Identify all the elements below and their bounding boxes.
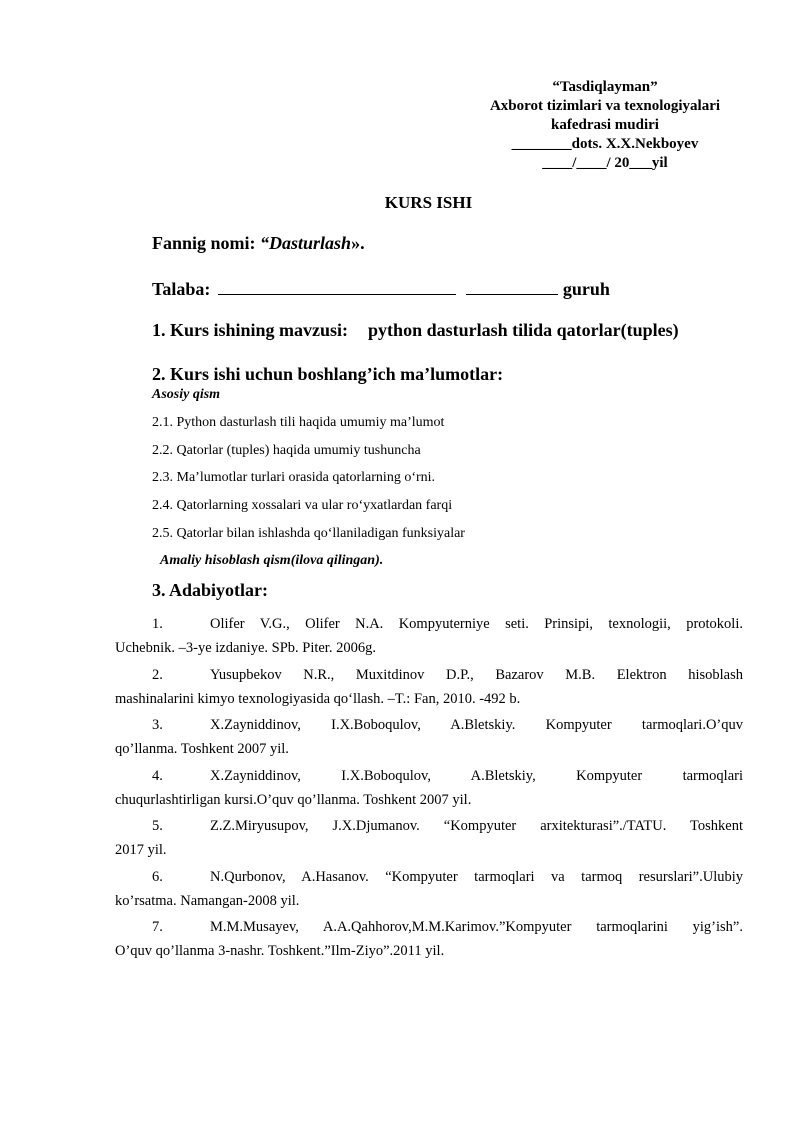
approval-date: ____/____/ 20___yil [542, 155, 668, 171]
approval-position: kafedrasi mudiri [551, 117, 659, 133]
reference-text-cont: O’quv qo’llanma 3-nashr. Toshkent.”Ilm-Ziyo”.2011 yil. [115, 943, 445, 959]
document-title: KURS ISHI [384, 193, 473, 212]
reference-number: 7. [152, 919, 163, 935]
subject-line [152, 233, 365, 254]
reference-item [115, 663, 743, 711]
subject-suffix: ». [351, 233, 365, 253]
reference-number: 4. [152, 767, 163, 784]
topic-line [152, 320, 679, 341]
reference-number: 5. [152, 818, 163, 834]
outline-item: 2.2. Qatorlar (tuples) haqida umumiy tushuncha [152, 442, 421, 458]
approval-signature: ________dots. X.X.Nekboyev [511, 136, 699, 152]
reference-text: Olifer V.G., Olifer N.A. Kompyuterniye seti. Prinsipi, texnologii, protokoli. [210, 616, 743, 632]
student-line [152, 278, 610, 300]
topic-label: 1. Kurs ishining mavzusi: [152, 320, 349, 340]
main-part-subheading: Asosiy qism [152, 387, 221, 402]
approval-block [440, 78, 770, 173]
reference-text-cont: qo’llanma. Toshkent 2007 yil. [115, 741, 289, 757]
reference-text: N.Qurbonov, A.Hasanov. “Kompyuter tarmoqlari va tarmoq resurslari”.Ulubiy [210, 868, 743, 885]
initial-data-heading: 2. Kurs ishi uchun boshlang’ich ma’lumotlar: [152, 364, 504, 384]
reference-text-cont: chuqurlashtirligan kursi.O’quv qo’llanma. Toshkent 2007 yil. [115, 791, 472, 808]
reference-item [115, 865, 743, 913]
outline-item: 2.1. Python dasturlash tili haqida umumiy maʼlumot [152, 415, 445, 430]
group-label: guruh [562, 279, 610, 299]
practical-part: Amaliy hisoblash qism(ilova qilingan). [160, 553, 384, 568]
reference-text-cont: mashinalarini kimyo texnologiyasida qoʻllash. –T.: Fan, 2010. -492 b. [115, 690, 521, 707]
outline-item: 2.5. Qatorlar bilan ishlashda qoʻllaniladigan funksiyalar [152, 525, 465, 541]
approval-heading: “Tasdiqlayman” [552, 79, 658, 95]
reference-item [115, 814, 743, 862]
reference-number: 3. [152, 717, 163, 733]
reference-text: Z.Z.Miryusupov, J.X.Djumanov. “Kompyuter arxitekturasi”./TATU. Toshkent [210, 818, 743, 834]
references-heading: 3. Adabiyotlar: [152, 580, 269, 600]
reference-number: 2. [152, 666, 163, 683]
reference-text: X.Zayniddinov, I.X.Boboqulov, A.Bletskiy, Kompyuter tarmoqlari [210, 767, 743, 784]
reference-text-cont: Uchebnik. –3-ye izdaniye. SPb. Piter. 2006g. [115, 640, 376, 656]
group-blank [466, 278, 558, 295]
references-list [115, 612, 743, 966]
reference-item [115, 915, 743, 963]
reference-number: 6. [152, 868, 163, 885]
reference-text: M.M.Musayev, A.A.Qahhorov,M.M.Karimov.”Kompyuter tarmoqlarini yig’ish”. [210, 919, 743, 935]
student-name-blank [218, 278, 456, 295]
approval-department: Axborot tizimlari va texnologiyalari [489, 98, 721, 114]
outline-item: 2.4. Qatorlarning xossalari va ular roʻyxatlardan farqi [152, 498, 453, 514]
student-label: Talaba: [152, 279, 211, 299]
outline-list [152, 413, 465, 551]
topic-value: python dasturlash tilida qatorlar(tuples) [368, 320, 679, 340]
outline-item: 2.3. Maʼlumotlar turlari orasida qatorlarning oʻrni. [152, 470, 436, 486]
reference-number: 1. [152, 616, 163, 632]
reference-text-cont: ko’rsatma. Namangan-2008 yil. [115, 892, 300, 909]
subject-label: Fannig nomi: [152, 233, 261, 253]
reference-text: Yusupbekov N.R., Muxitdinov D.P., Bazarov M.B. Elektron hisoblash [210, 666, 743, 683]
reference-text-cont: 2017 yil. [115, 842, 167, 858]
reference-item [115, 612, 743, 660]
subject-value: “Dasturlash [260, 233, 352, 253]
reference-item [115, 713, 743, 761]
reference-item [115, 764, 743, 812]
reference-text: X.Zayniddinov, I.X.Boboqulov, A.Bletskiy. Kompyuter tarmoqlari.O’quv [210, 717, 743, 733]
